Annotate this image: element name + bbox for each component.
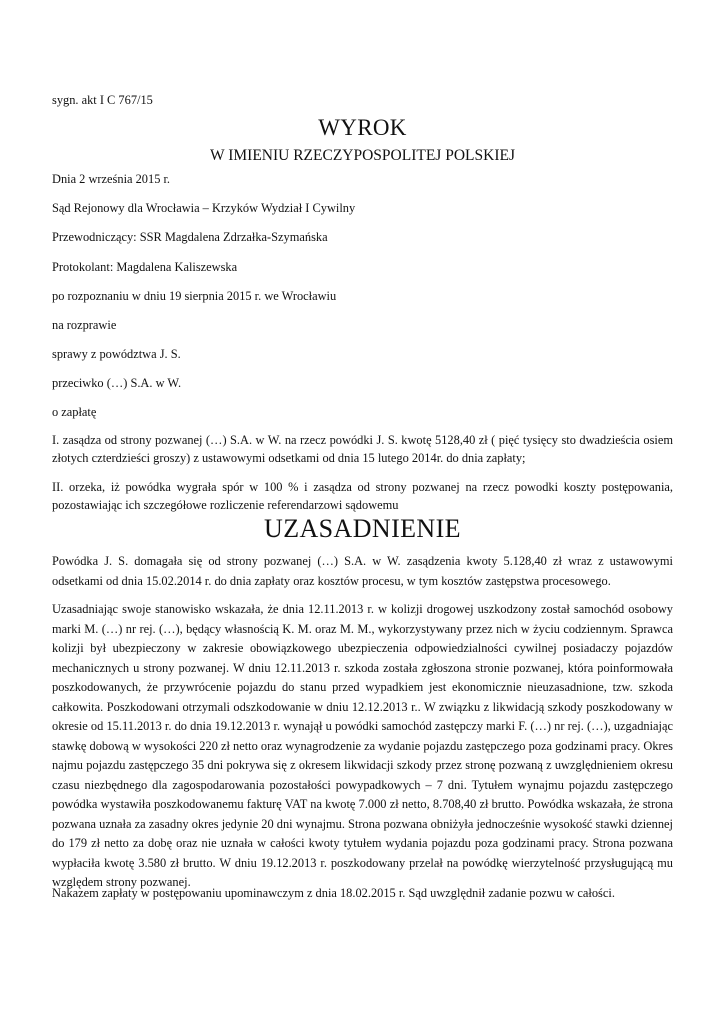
defendant: przeciwko (…) S.A. w W. — [52, 376, 182, 390]
court-clerk: Protokolant: Magdalena Kaliszewska — [52, 260, 238, 274]
case-subject: o zapłatę — [52, 405, 97, 419]
verdict-date: Dnia 2 września 2015 r. — [52, 172, 171, 186]
hearing-date: po rozpoznaniu w dniu 19 sierpnia 2015 r. we Wrocławiu — [52, 289, 337, 303]
court-name: Sąd Rejonowy dla Wrocławia – Krzyków Wydział I Cywilny — [52, 201, 356, 215]
document-subtitle: W IMIENIU RZECZYPOSPOLITEJ POLSKIEJ — [210, 147, 515, 164]
case-reference: sygn. akt I C 767/15 — [52, 93, 153, 107]
hearing-type: na rozprawie — [52, 318, 117, 332]
justification-paragraph-1: Powódka J. S. domagała się od strony pozwanej (…) S.A. w W. zasądzenia kwoty 5.128,40 zł wraz z ustawowymi odsetkami od dnia 15.02.2014 r. do dnia zapłaty oraz kosztów procesu, w tym kosztów zastępstwa procesowego. — [52, 554, 673, 588]
verdict-point-1: I. zasądza od strony pozwanej (…) S.A. w W. na rzecz powódki J. S. kwotę 5128,40 zł ( pięć tysięcy sto dwadzieścia osiem złotych czterdzieści groszy) z ustawowymi odsetkami od dnia 15 lutego 2014r. do dnia zapłaty; — [52, 433, 673, 465]
document-title: WYROK — [318, 115, 407, 140]
plaintiff: sprawy z powództwa J. S. — [52, 347, 181, 361]
verdict-point-2: II. orzeka, iż powódka wygrała spór w 100 % i zasądza od strony pozwanej na rzecz powodki koszty postępowania, pozostawiając ich szczegółowe rozliczenie referendarzowi sądowemu — [52, 480, 673, 512]
presiding-judge: Przewodniczący: SSR Magdalena Zdrzałka-Szymańska — [52, 230, 328, 244]
justification-paragraph-2: Uzasadniając swoje stanowisko wskazała, że dnia 12.11.2013 r. w kolizji drogowej uszkodzony został samochód osobowy marki M. (…) nr rej. (…), będący własnością K. M. oraz M. M., wykorzystywany przez nich w życiu codziennym. Sprawca kolizji był ubezpieczony w zakresie obowiązkowego ubezpieczenia odpowiedzialności cywilnej posiadaczy pojazdów mechanicznych u strony pozwanej. W dniu 12.11.2013 r. szkoda została zgłoszona stronie pozwanej, która poinformowała poszkodowanych, że przywrócenie pojazdu do stanu przed wypadkiem jest ekonomicznie nieuzasadnione, tzw. szkoda całkowita. Poszkodowani otrzymali odszkodowanie w dniu 12.12.2013 r.. W związku z likwidacją szkody poszkodowany w okresie od 15.11.2013 r. do dnia 19.12.2013 r. wynajął u powódki samochód zastępczy marki F. (…) nr rej. (…), uzgadniając stawkę dobową w wysokości 220 zł netto oraz wynagrodzenie za wydanie pojazdu zastępczego poza godzinami pracy. Okres najmu pojazdu zastępczego 35 dni pokrywa się z okresem likwidacji szkody przez stronę pozwaną z uwzględnieniem okresu czasu niezbędnego dla zagospodarowania pozostałości powypadkowych – 7 dni. Tytułem wynajmu pojazdu zastępczego powódka wystawiła poszkodowanemu fakturę VAT na kwotę 7.000 zł netto, 8.708,40 zł brutto. Powódka wskazała, że strona pozwana uznała za zasadny okres jedynie 20 dni wynajmu. Strona pozwana obniżyła jednocześnie wysokość stawki dziennej do 179 zł netto za dobę oraz nie uznała w całości kwoty tytułem wydania pojazdu poza godzinami pracy. Strona pozwana wypłaciła kwotę 3.580 zł brutto. W dniu 19.12.2013 r. poszkodowany przelał na powódkę wierzytelność przysługującą mu względem strony pozwanej. — [52, 602, 673, 889]
justification-paragraph-3: Nakazem zapłaty w postępowaniu upominawczym z dnia 18.02.2015 r. Sąd uwzględnił zadanie pozwu w całości. — [52, 886, 615, 900]
justification-heading: UZASADNIENIE — [264, 514, 461, 543]
